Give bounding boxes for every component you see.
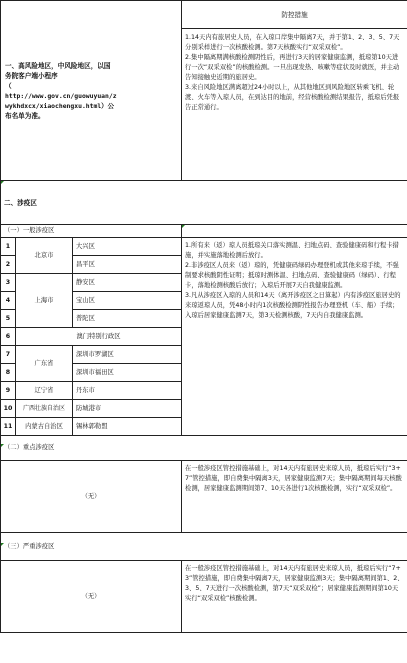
general-measures xyxy=(182,238,407,436)
measure-item: 2.集中隔离期满核酸检测阴性后，再进行3天的居家健康监测，抵琼第10天进行一次“双采双检”的核酸检测。一旦出现发热、咳嗽等症状及时就医，并主动告知接触史近期的旅居史。 xyxy=(185,54,400,81)
high-risk-line: 布名单为准。 xyxy=(5,111,45,120)
row-province: 内蒙古自治区 xyxy=(16,418,73,436)
row-area: 锡林郭勒盟 xyxy=(73,418,182,436)
row-area: 深圳市罗湖区 xyxy=(73,346,182,364)
row-province: 上海市 xyxy=(16,274,73,328)
row-area: 静安区 xyxy=(73,274,182,292)
row-no: 2 xyxy=(1,256,16,274)
general-title-blank xyxy=(182,225,407,238)
row-no: 11 xyxy=(1,418,16,436)
measure-item: 1.所有来（返）琼人员抵琼关口落实测温、扫地点码、查验健康码和行程卡措施，并实施落地检测后放行。 xyxy=(185,242,399,259)
gov-link[interactable]: http://www.gov.cn/guowuyuan/z xyxy=(5,91,117,100)
row-area: 宝山区 xyxy=(73,292,182,310)
severe-title: （三）严重涉疫区 xyxy=(1,533,407,561)
row-area: 普陀区 xyxy=(73,310,182,328)
row-area: 丹东市 xyxy=(73,382,182,400)
row-no: 4 xyxy=(1,292,16,310)
row-province: 北京市 xyxy=(16,238,73,274)
measures-header: 防控措施 xyxy=(182,1,407,29)
row-no: 7 xyxy=(1,346,16,364)
row-province: 辽宁省 xyxy=(16,382,73,400)
high-risk-line: 务院客户端小程序 xyxy=(5,71,58,80)
key-title: （二）重点涉疫区 xyxy=(1,436,407,461)
row-no: 3 xyxy=(1,274,16,292)
key-left: （无） xyxy=(1,461,182,533)
row-area: 大兴区 xyxy=(73,238,182,256)
cell-marker-icon xyxy=(1,543,4,546)
key-measures: 在一般涉疫区管控措施基础上，对14天内有旅居史来琼人员，抵琼后实行“3+7”管控措施，即自费集中隔离3天，居家健康监测7天；集中隔离期间每天核酸检测，居家健康监测期间第7、10天各进行1次核酸检测，实行“双采双检”。 xyxy=(182,461,407,533)
measure-item: 2.非涉疫区人员来（返）琼的，凭健康码绿码办理登机或其他来琼手续，不强制要求核酸阴性证明；抵琼时测体温、扫地点码、查验健康码（绿码）、行程卡，落地检测核酸后放行；入琼后开展7天自我健康监测。 xyxy=(185,262,399,289)
row-area: 防城港市 xyxy=(73,400,182,418)
section-title: 二、涉疫区 xyxy=(1,181,407,225)
high-risk-area-cell xyxy=(1,1,182,181)
high-risk-title: 一、高风险地区，中风险地区，以国 xyxy=(5,61,111,70)
measure-item: 3.来自风险地区满离超过24小时以上，从其他地区到风险地区转乘飞机、轮渡、火车等入琼人员，在到达目的地前，经营核酸检测结果报告，抵琼后凭报告正常通行。 xyxy=(185,84,400,111)
row-area: 深圳市福田区 xyxy=(73,364,182,382)
cell-marker-icon xyxy=(182,225,185,228)
row-no: 10 xyxy=(1,400,16,418)
row-province: 广东省 xyxy=(16,346,73,382)
row-province: 广西壮族自治区 xyxy=(16,400,73,418)
row-no: 9 xyxy=(1,382,16,400)
gov-link-cont[interactable]: wykhdxcx/xiaochengxu.html）公 xyxy=(5,101,114,110)
cell-marker-icon xyxy=(1,181,4,184)
row-no: 6 xyxy=(1,328,16,346)
high-risk-measures xyxy=(182,29,407,181)
row-no: 5 xyxy=(1,310,16,328)
row-no: 1 xyxy=(1,238,16,256)
severe-measures: 在一般涉疫区管控措施基础上，对14天内有旅居史来琼人员，抵琼后实行“7+3”管控措施，即自费集中隔离7天，居家健康监测3天；集中隔离期间第1、2、3、5、7天进行一次核酸检测，第7天“双采双检”；居家健康监测期间第10天实行“双采双检”核酸检测。 xyxy=(182,561,407,633)
measure-item: 1.14天内有旅居史人员，在入琼口岸集中隔离7天，并于第1、2、3、5、7天分别采样进行一次核酸检测。第7天核酸实行“双采双检”。 xyxy=(185,34,400,51)
general-title: （一）一般涉疫区 xyxy=(1,225,182,238)
severe-left: （无） xyxy=(1,561,182,633)
row-area: 昌平区 xyxy=(73,256,182,274)
row-no: 8 xyxy=(1,364,16,382)
measure-item: 3.凡从涉疫区入琼的人员和14天（离开涉疫区之日算起）内有涉疫区旅居史的来琼返琼人员，凭48小时内1次核酸检测阴性报告办理登机（车、船）手续；入琼后居家健康监测7天，第3天检测核酸，7天内自我健康监测。 xyxy=(185,292,401,319)
row-province: 澳门特别行政区 xyxy=(16,328,182,346)
cell-marker-icon xyxy=(1,444,4,447)
high-risk-line: （ xyxy=(5,81,12,90)
